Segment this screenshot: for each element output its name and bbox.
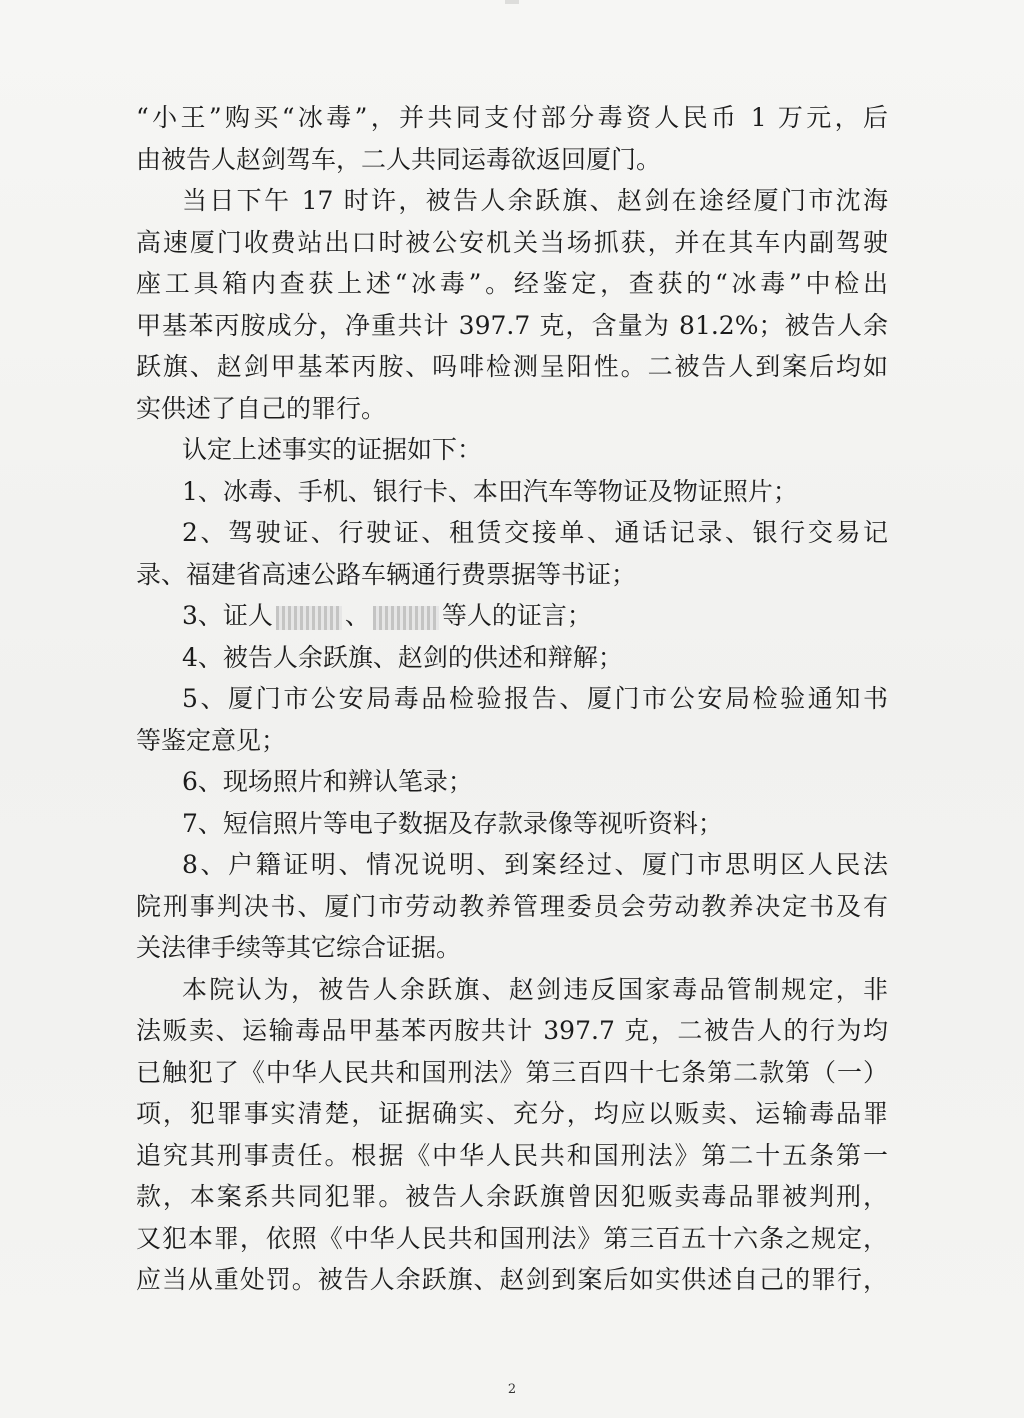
text-line: 追究其刑事责任。根据《中华人民共和国刑法》第二十五条第一 <box>136 1140 888 1170</box>
text-line: 实供述了自己的罪行。 <box>136 393 387 423</box>
text-line: 甲基苯丙胺成分，净重共计 397.7 克，含量为 81.2%；被告人余 <box>136 310 888 340</box>
text-line: 1、冰毒、手机、银行卡、本田汽车等物证及物证照片； <box>182 476 798 506</box>
text-line: 7、短信照片等电子数据及存款录像等视听资料； <box>182 808 723 838</box>
text-line: 本院认为，被告人余跃旗、赵剑违反国家毒品管制规定，非 <box>182 974 888 1004</box>
text-line: 法贩卖、运输毒品甲基苯丙胺共计 397.7 克，二被告人的行为均 <box>136 1016 888 1045</box>
text-line: 5、厦门市公安局毒品检验报告、厦门市公安局检验通知书 <box>182 684 888 713</box>
text-line: 2、驾驶证、行驶证、租赁交接单、通话记录、银行交易记 <box>182 518 888 547</box>
text-line: 录、福建省高速公路车辆通行费票据等书证； <box>136 559 637 589</box>
text-line: 高速厦门收费站出口时被公安机关当场抓获，并在其车内副驾驶 <box>136 227 888 257</box>
text-line: 认定上述事实的证据如下： <box>182 435 483 464</box>
text-line: “小王”购买“冰毒”，并共同支付部分毒资人民币 1 万元，后 <box>136 103 888 132</box>
scan-mark <box>505 0 519 4</box>
text-line: 当日下午 17 时许，被告人余跃旗、赵剑在途经厦门市沈海 <box>182 186 888 215</box>
text-line: 等鉴定意见； <box>136 725 287 755</box>
text-line: 应当从重处罚。被告人余跃旗、赵剑到案后如实供述自己的罪行， <box>136 1265 888 1294</box>
text-line: 8、户籍证明、情况说明、到案经过、厦门市思明区人民法 <box>182 850 888 879</box>
text-line: 由被告人赵剑驾车，二人共同运毒欲返回厦门。 <box>136 144 662 174</box>
text-line: 院刑事判决书、厦门市劳动教养管理委员会劳动教养决定书及有 <box>136 891 888 921</box>
text-line: 已触犯了《中华人民共和国刑法》第三百四十七条第二款第（一） <box>136 1057 888 1087</box>
witness-label: 3、证人 <box>182 601 273 630</box>
body-text <box>136 97 888 1301</box>
text-line: 3、证人 、 等人的证言； <box>182 601 592 630</box>
text-line: 跃旗、赵剑甲基苯丙胺、吗啡检测呈阳性。二被告人到案后均如 <box>136 352 888 381</box>
redacted-name <box>373 606 439 630</box>
text-line: 4、被告人余跃旗、赵剑的供述和辩解； <box>182 642 623 672</box>
text-line: 项，犯罪事实清楚，证据确实、充分，均应以贩卖、运输毒品罪 <box>136 1099 888 1128</box>
text-line: 又犯本罪，依照《中华人民共和国刑法》第三百五十六条之规定， <box>136 1223 888 1253</box>
page-number: 2 <box>507 1382 517 1397</box>
text-line: 6、现场照片和辨认笔录； <box>182 767 473 796</box>
witness-suffix: 等人的证言； <box>441 601 592 630</box>
redacted-name <box>276 606 342 630</box>
text-line: 款，本案系共同犯罪。被告人余跃旗曾因犯贩卖毒品罪被判刑， <box>136 1182 888 1211</box>
text-line: 座工具箱内查获上述“冰毒”。经鉴定，查获的“冰毒”中检出 <box>136 269 888 298</box>
text-line: 关法律手续等其它综合证据。 <box>136 933 462 962</box>
